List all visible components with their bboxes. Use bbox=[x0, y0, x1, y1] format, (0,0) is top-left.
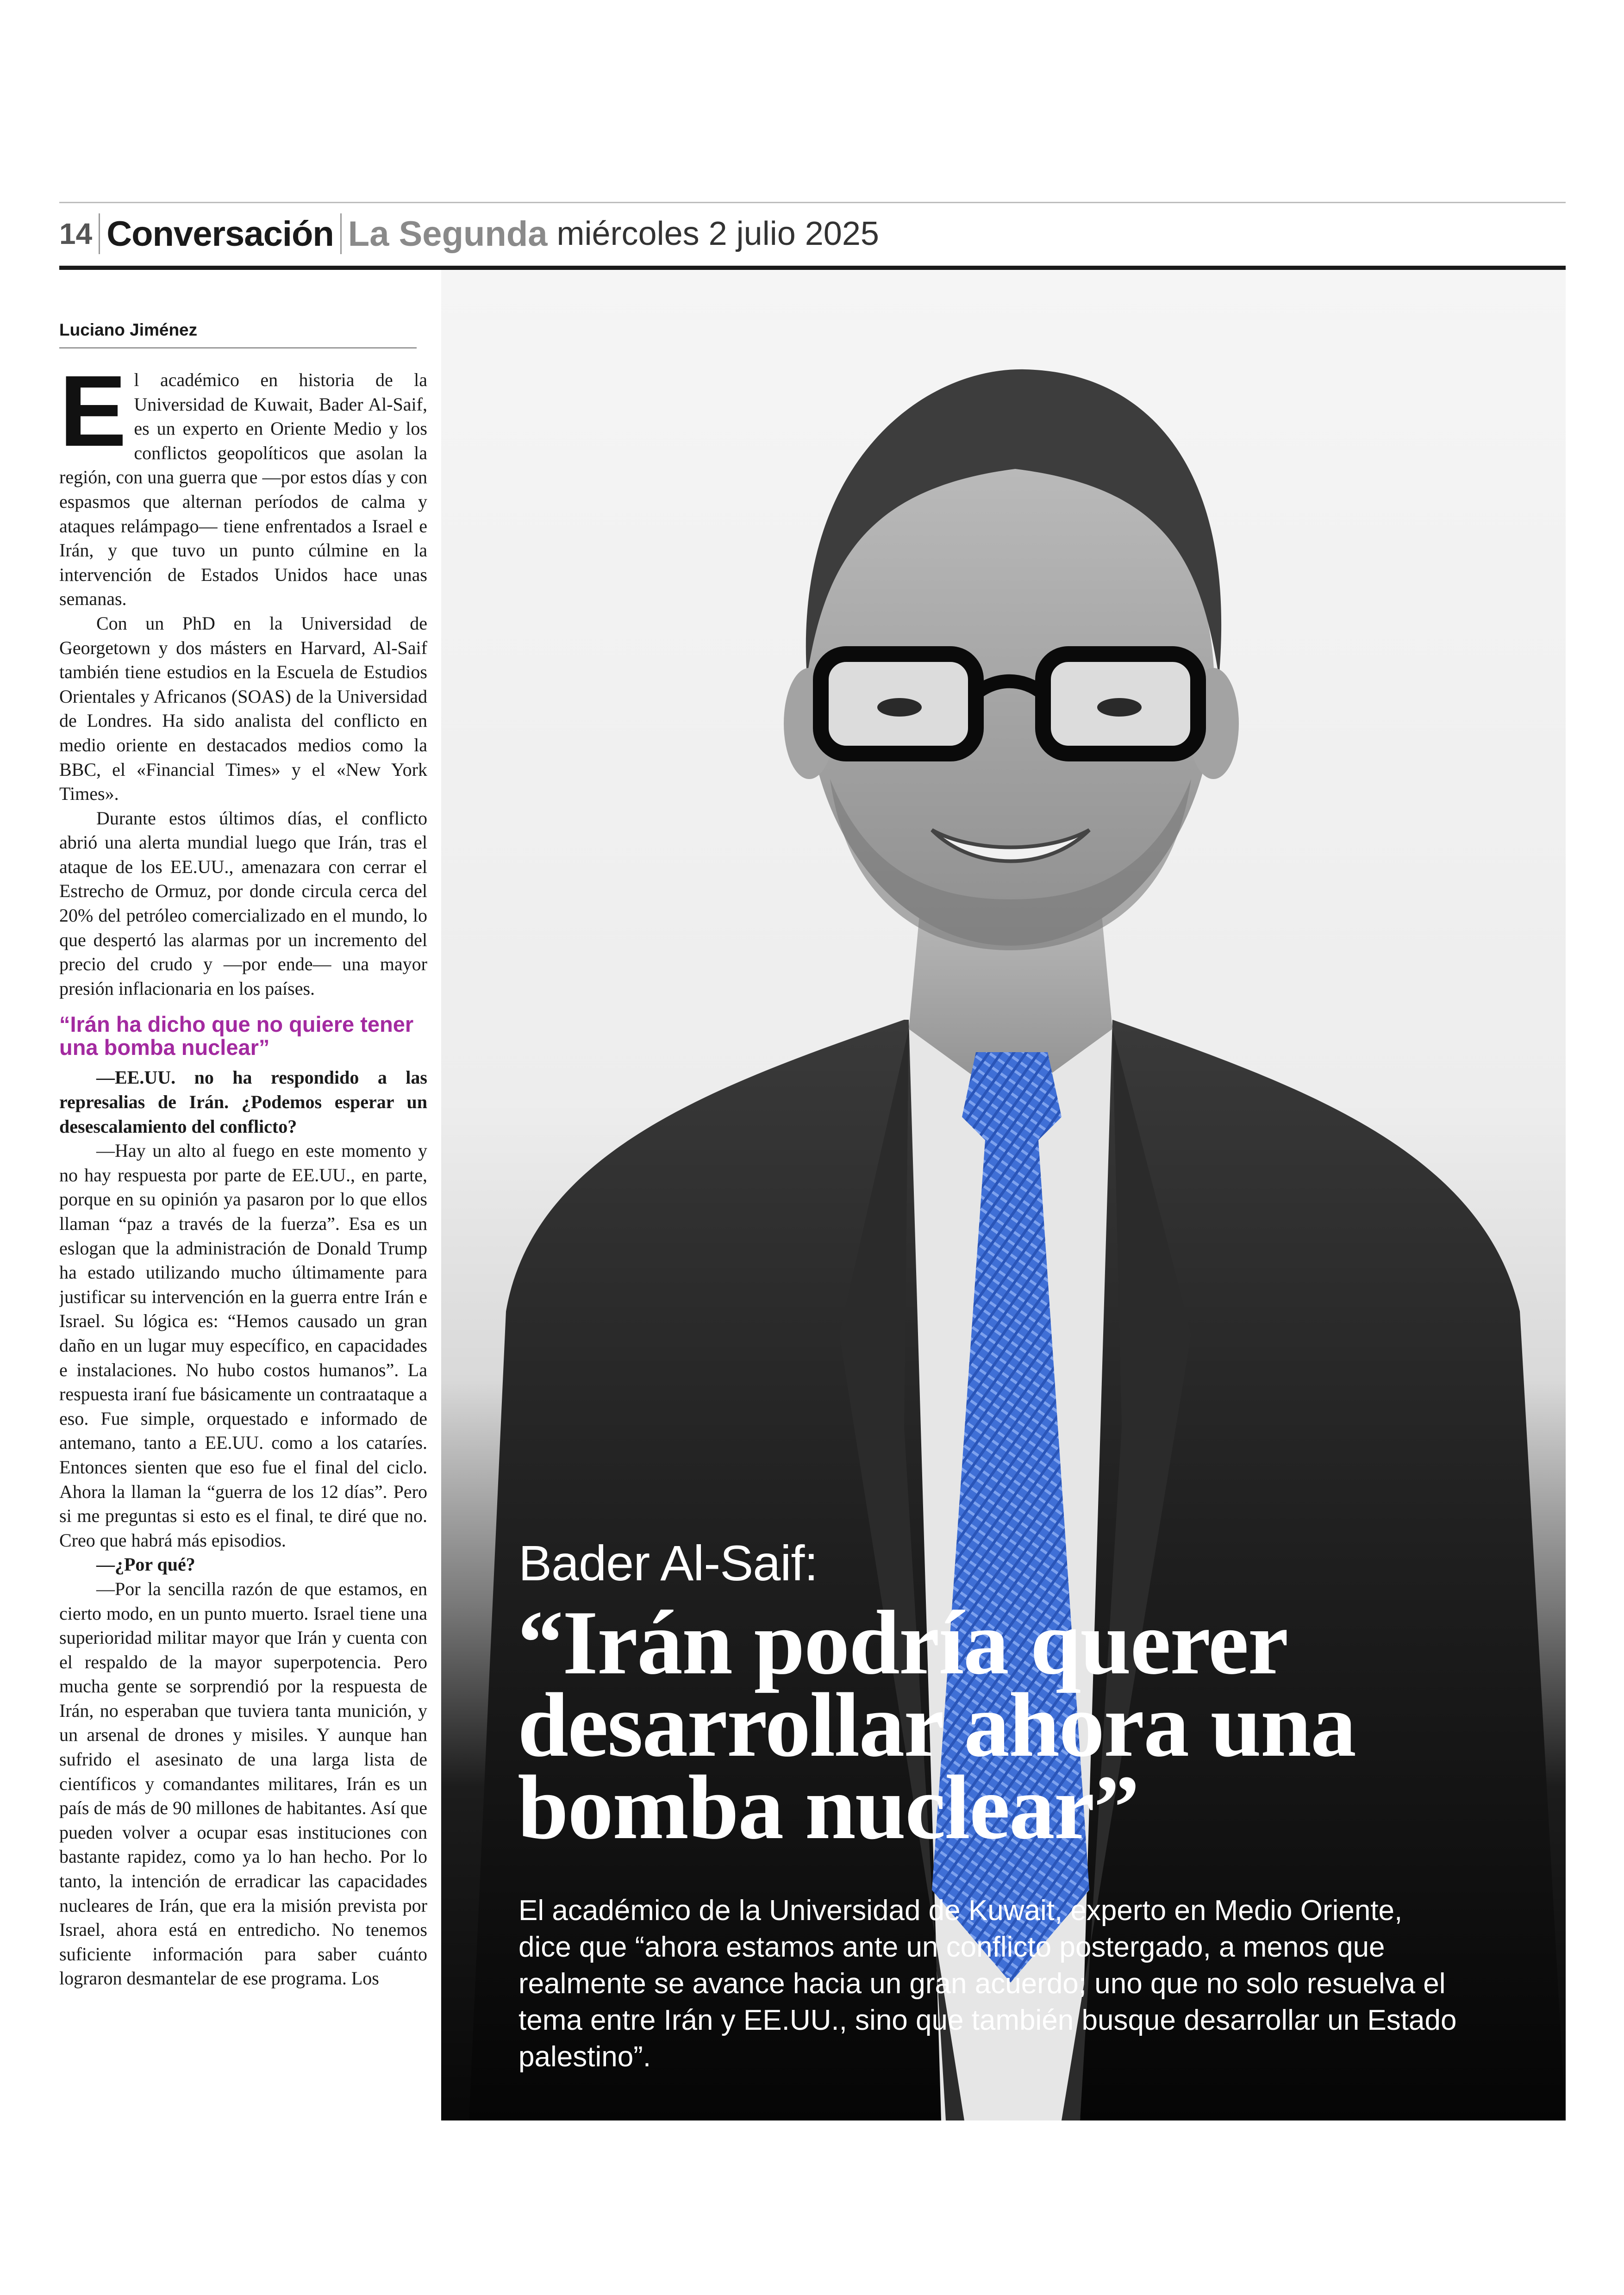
section-name: Conversación bbox=[106, 214, 334, 254]
interview-answer: —Por la sencilla razón de que estamos, en cierto modo, en un punto muerto. Israel tiene una superioridad militar mayor que Irán y cuenta con el respaldo de la mayor superpotencia. Pero mucha gente se sorprendió por la respuesta de Irán, no esperaban que tuviera tanta munición, y un arsenal de drones y misiles. Y aunque han sufrido el asesinato de una larga lista de científicos y comandantes militares, Irán es un país de más de 90 millones de habitantes. Así que pueden volver a ocupar esas instituciones con bastante rapidez, como ya lo han hecho. Por lo tanto, la intención de erradicar las capacidades nucleares de Irán, que era la misión prevista por Israel, ahora está en entredicho. No tenemos suficiente información para saber cuánto lograron desmantelar de ese programa. Los bbox=[59, 1578, 427, 1989]
issue-date: miércoles 2 julio 2025 bbox=[556, 215, 879, 252]
article-body bbox=[59, 368, 427, 2141]
interview-answer: —Hay un alto al fuego en este momento y no hay respuesta por parte de EE.UU., en parte, porque en su opinión ya pasaron por lo que ellos llaman “paz a través de la fuerza”. Esa es un eslogan que la administración de Donald Trump ha estado utilizando mucho últimamente para justificar su intervención en la guerra entre Irán e Israel. Su lógica es: “Hemos causado un gran daño en un lugar muy específico, en capacidades e instalaciones. No hubo costos humanos”. La respuesta iraní fue básicamente un contraataque a eso. Fue simple, orquestado e informado de antemano, tanto a EE.UU. como a los cataríes. Entonces sienten que eso fue el final del ciclo. Ahora la llaman la “guerra de los 12 días”. Pero si me preguntas si esto es el final, te diré que no. Creo que habrá más episodios. bbox=[59, 1140, 427, 1551]
article-paragraph: Durante estos últimos días, el conflicto abrió una alerta mundial luego que Irán, tras el ataque de los EE.UU., amenazara con cerrar el Estrecho de Ormuz, por donde circula cerca del 20% del petróleo comercializado en el mundo, lo que despertó las alarmas por un incremento del precio del crudo y —por ende— una mayor presión inflacionaria en los países. bbox=[59, 807, 427, 999]
article-paragraph: El académico en historia de la Universidad de Kuwait, Bader Al-Saif, es un experto en Oriente Medio y los conflictos geopolíticos que asolan la región, con una guerra que —por estos días y con espasmos que alternan períodos de calma y ataques relámpago— tiene enfrentados a Israel e Irán, y que tuvo un punto cúlmine en la intervención de Estados Unidos hace unas semanas. bbox=[59, 368, 427, 610]
article-paragraph: Con un PhD en la Universidad de Georgetown y dos másters en Harvard, Al-Saif también tiene estudios en la Escuela de Estudios Orientales y Africanos (SOAS) de la Universidad de Londres. Ha sido analista del conflicto en medio oriente en destacados medios como la BBC, el «Financial Times» y el «New York Times». bbox=[59, 612, 427, 804]
interview-question: —EE.UU. no ha respondido a las represalias de Irán. ¿Podemos esperar un desescalamiento del conflicto? bbox=[59, 1067, 427, 1137]
masthead bbox=[59, 211, 879, 257]
headline: “Irán podría querer desarrollar ahora una bomba nuclear” bbox=[518, 1592, 1355, 1858]
headline-kicker: Bader Al-Saif: bbox=[518, 1535, 818, 1591]
top-divider bbox=[59, 202, 1566, 203]
byline: Luciano Jiménez bbox=[59, 320, 198, 339]
interview-question: —¿Por qué? bbox=[96, 1554, 195, 1575]
page-number: 14 bbox=[59, 217, 93, 250]
masthead-rule bbox=[59, 266, 1566, 270]
publication-name: La Segunda bbox=[348, 214, 548, 254]
section-subhead: “Irán ha dicho que no quiere tener una bomba nuclear” bbox=[59, 1012, 414, 1060]
drop-cap: E bbox=[59, 368, 127, 468]
masthead-separator bbox=[99, 213, 100, 254]
masthead-separator bbox=[340, 213, 342, 254]
headline-deck: El académico de la Universidad de Kuwait, experto en Medio Oriente, dice que “ahora estamos ante un conflicto postergado, a menos que realmente se avance hacia un gran acuerdo; uno que no solo resuelva el tema entre Irán y EE.UU., sino que también busque desarrollar un Estado palestino”. bbox=[518, 1895, 1457, 2073]
byline-rule bbox=[59, 347, 417, 349]
